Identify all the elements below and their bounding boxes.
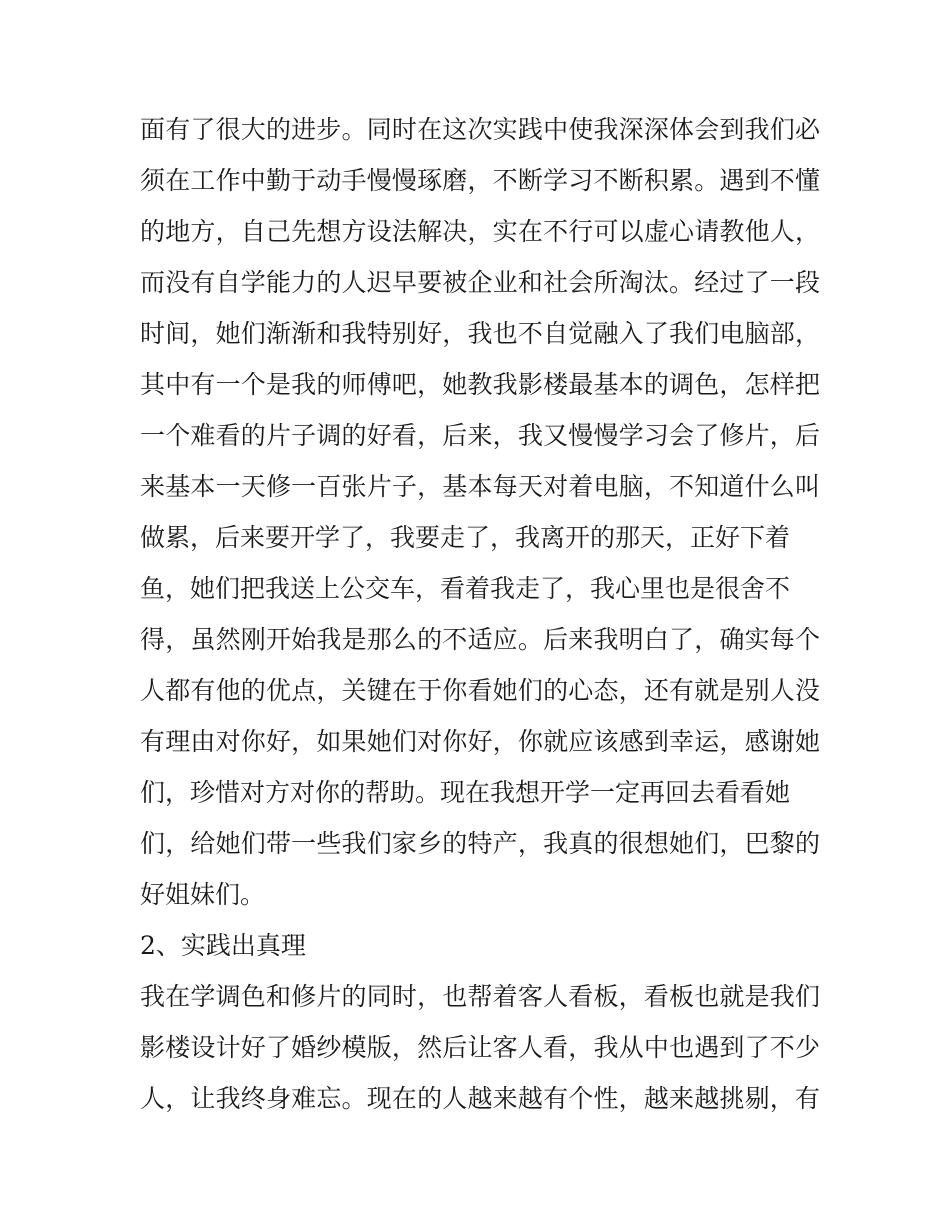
text-line: 们，珍惜对方对你的帮助。现在我想开学一定再回去看看她 [140,778,791,807]
text-line: 们，给她们带一些我们家乡的特产，我真的很想她们，巴黎的 [140,829,820,858]
text-line: 好姐妹们。 [140,880,266,909]
text-line: 鱼，她们把我送上公交车，看着我走了，我心里也是很舍不 [140,574,791,603]
body-text [140,104,820,1124]
text-line: 人，让我终身难忘。现在的人越来越有个性，越来越挑剔，有 [140,1084,820,1113]
text-line: 而没有自学能力的人迟早要被企业和社会所淘汰。经过了一段 [140,268,820,297]
text-line: 其中有一个是我的师傅吧，她教我影楼最基本的调色，怎样把 [140,370,820,399]
text-line: 有理由对你好，如果她们对你好，你就应该感到幸运，感谢她 [140,727,820,756]
section-heading: 2、实践出真理 [140,931,306,960]
text-line: 一个难看的片子调的好看，后来，我又慢慢学习会了修片，后 [140,421,820,450]
text-line: 我在学调色和修片的同时，也帮着客人看板，看板也就是我们 [140,982,820,1011]
text-line: 人都有他的优点，关键在于你看她们的心态，还有就是别人没 [140,676,820,705]
text-line: 影楼设计好了婚纱模版，然后让客人看，我从中也遇到了不少 [140,1033,820,1062]
text-line: 时间，她们渐渐和我特别好，我也不自觉融入了我们电脑部， [140,319,820,348]
text-line: 须在工作中勤于动手慢慢琢磨，不断学习不断积累。遇到不懂 [140,166,820,195]
text-line: 得，虽然刚开始我是那么的不适应。后来我明白了，确实每个 [140,625,820,654]
text-line: 面有了很大的进步。同时在这次实践中使我深深体会到我们必 [140,115,820,144]
text-line: 来基本一天修一百张片子，基本每天对着电脑，不知道什么叫 [140,472,820,501]
text-line: 的地方，自己先想方设法解决，实在不行可以虚心请教他人， [140,217,820,246]
text-line: 做累，后来要开学了，我要走了，我离开的那天，正好下着 [140,523,791,552]
